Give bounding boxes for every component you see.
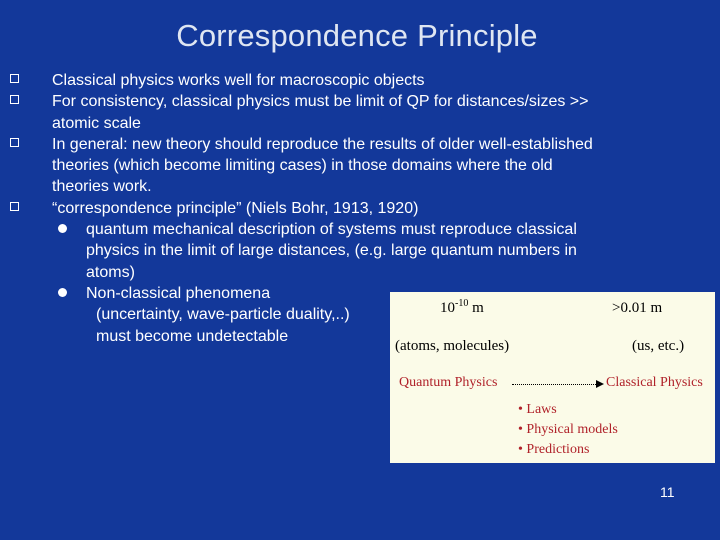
checkbox-bullet-icon: [10, 95, 19, 104]
sub-bullet: [10, 219, 690, 283]
scale-base: 10: [440, 300, 455, 316]
list-item: • Predictions: [518, 442, 590, 457]
sub-bullet-text: physics in the limit of large distances, (e.g. large quantum numbers in: [86, 242, 577, 260]
scale-exponent: -10: [455, 298, 469, 309]
sub-bullet-text: atoms): [86, 263, 135, 281]
classical-physics-label: Classical Physics: [606, 375, 703, 390]
checkbox-bullet-icon: [10, 74, 19, 83]
bullet-text: atomic scale: [52, 114, 141, 132]
checkbox-bullet-icon: [10, 202, 19, 211]
bullet: [10, 134, 690, 198]
dot-bullet-icon: [58, 288, 67, 297]
atomic-scale-label: [440, 298, 484, 317]
bullet-text: theories work.: [52, 178, 152, 196]
checkbox-bullet-icon: [10, 138, 19, 147]
scale-figure: [390, 292, 715, 463]
bullet-text: For consistency, classical physics must be limit of QP for distances/sizes >>: [52, 93, 589, 111]
bullet-text: theories (which become limiting cases) in those domains where the old: [52, 157, 553, 175]
bullet-text: Classical physics works well for macroscopic objects: [52, 72, 425, 89]
bullet-text: “correspondence principle” (Niels Bohr, 1913, 1920): [52, 199, 419, 217]
sub-bullet-text: must become undetectable: [96, 327, 289, 345]
sub-bullet-text: Non-classical phenomena: [86, 284, 271, 302]
list-item: • Physical models: [518, 422, 618, 437]
bullet-text: In general: new theory should reproduce the results of older well-established: [52, 135, 593, 153]
sub-bullet-text: (uncertainty, wave-particle duality,..): [96, 306, 350, 324]
atoms-label: (atoms, molecules): [395, 338, 510, 354]
arrow-right-icon: [596, 380, 604, 388]
bullet: [10, 198, 690, 219]
scale-unit: m: [468, 300, 484, 316]
quantum-physics-label: Quantum Physics: [399, 375, 498, 390]
figure-list: [518, 400, 618, 460]
macro-scale-label: >0.01 m: [612, 300, 663, 316]
us-label: (us, etc.): [632, 338, 685, 354]
list-item: • Laws: [518, 402, 557, 417]
dot-bullet-icon: [58, 224, 67, 233]
bullet: [10, 91, 690, 134]
bullet: [10, 70, 690, 91]
page-number: 11: [660, 484, 675, 500]
sub-bullet-text: quantum mechanical description of systems must reproduce classical: [86, 221, 577, 239]
arrow-line: [512, 384, 600, 385]
slide-title: Correspondence Principle: [176, 18, 538, 53]
